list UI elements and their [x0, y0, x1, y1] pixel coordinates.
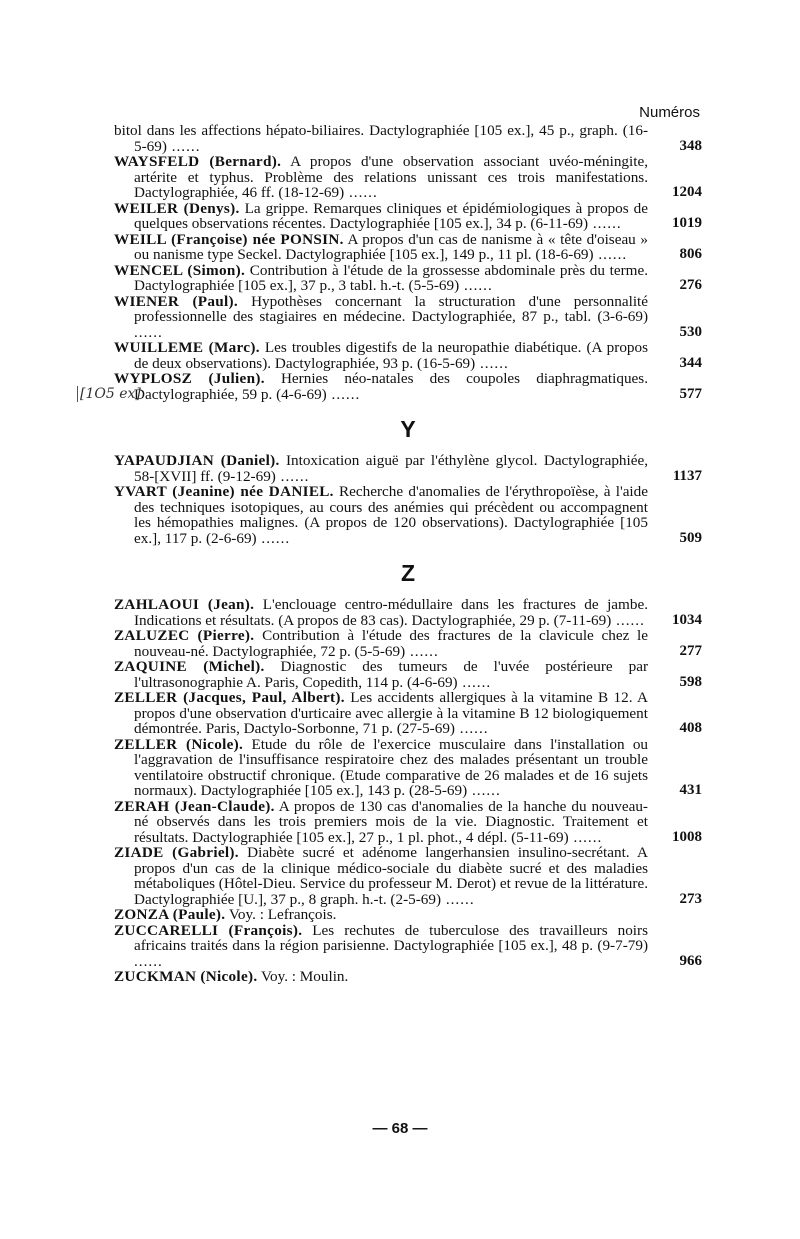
entry-description: bitol dans les affections hépato-biliaires. Dactylographiée [105 ex.], 45 p., graph. (16-5-69) — [114, 122, 648, 155]
section-letter: Z — [400, 560, 416, 586]
entry-number: 277 — [679, 642, 702, 659]
entry-description: A propos d'un cas de nanisme à « tête d'oiseau » ou nanisme type Seckel. Dactylographiée [105 ex.], 149 p., 11 pl. (18-6-69) — [134, 230, 648, 263]
leader-dots: ...... — [593, 246, 628, 263]
author-name: WAYSFELD (Bernard). — [114, 153, 282, 170]
entry-number: 1034 — [672, 611, 702, 628]
entry-number: 577 — [679, 385, 702, 402]
author-name: WIENER (Paul). — [114, 292, 238, 310]
leader-dots: ...... — [475, 354, 509, 372]
entry-description: Les accidents allergiques à la vitamine B 12. A propos d'une observation d'urticaire avec allergie à la vitamine B 12 biologiquement démontrée. Paris, Dactylo-Sorbonne, 71 p. (27-5-69) — [134, 689, 649, 737]
leader-dots: ...... — [454, 720, 489, 737]
entry-description: A propos de 130 cas d'anomalies de la hanche du nouveau-né observés dans les trois premiers mois de la vie. Diagnostic. Traitement et résultats. Dactylographiée [105 ex.], 27 p., 1 pl. phot., 4 dépl. (5-11-69) — [134, 797, 648, 846]
entry-description: Voy. : Moulin. — [260, 968, 349, 985]
leader-dots: ...... — [134, 323, 163, 341]
entry-number: 344 — [679, 354, 702, 371]
entry-number: 509 — [679, 529, 702, 546]
leader-dots: ...... — [611, 611, 645, 629]
leader-dots: ...... — [166, 137, 201, 155]
leader-dots: ...... — [275, 467, 310, 485]
entry-number: 806 — [679, 246, 702, 262]
index-entry — [114, 294, 702, 341]
entry-description: Voy. : Lefrançois. — [228, 906, 337, 923]
index-entry — [114, 371, 702, 402]
index-entry — [114, 263, 702, 294]
author-name: WYPLOSZ (Julien). — [114, 370, 265, 387]
leader-dots: ...... — [344, 184, 378, 201]
index-entry — [114, 340, 702, 371]
leader-dots: ...... — [405, 642, 439, 660]
entry-number: 273 — [679, 890, 702, 907]
index-entry — [114, 597, 702, 628]
entry-number: 348 — [679, 137, 702, 154]
author-name: WUILLEME (Marc). — [114, 339, 260, 356]
index-sections — [114, 123, 702, 985]
entry-description: Hypothèses concernant la structuration d'une personnalité professionnelle des stagiaires en médecine. Dactylographiée, 87 p., tabl. (3-6-69) — [134, 292, 649, 325]
index-entry — [114, 969, 702, 985]
author-name: ZAQUINE (Michel). — [114, 658, 265, 675]
leader-dots: ...... — [459, 277, 493, 294]
entry-description: Les troubles digestifs de la neuropathie diabétique. (A propos de deux observations). Dactylographiée, 93 p. (16-5-69) — [134, 339, 649, 372]
index-entry — [114, 737, 702, 799]
index-entry — [114, 453, 702, 484]
entry-description: Hernies néo-natales des coupoles diaphragmatiques. Dactylographiée, 59 p. (4-6-69) — [134, 370, 648, 403]
author-name: ZUCKMAN (Nicole). — [114, 968, 258, 985]
entry-description: Recherche d'anomalies de l'érythropoïèse, à l'aide des techniques isotopiques, au cours des anémies qui précèdent ou accompagnent les hémopathies malignes. (A propos de 120 observations). Dactylographiée [105 ex.], 117 p. (2-6-69) — [134, 483, 648, 547]
entry-number: 966 — [679, 952, 702, 969]
author-name: WENCEL (Simon). — [114, 261, 246, 279]
entry-description: Les rechutes de tuberculose des travailleurs noirs africains traités dans la région parisienne. Dactylographiée [105 ex.], 48 p. (9-7-79) — [134, 921, 648, 954]
column-heading: Numéros — [639, 104, 700, 121]
leader-dots: ...... — [467, 782, 501, 799]
author-name: ZONZA (Paule). — [114, 906, 226, 923]
index-entry — [114, 484, 702, 546]
entry-number: 598 — [679, 673, 702, 690]
author-name: ZIADE (Gabriel). — [114, 844, 239, 861]
author-name: WEILL (Françoise) née PONSIN. — [114, 230, 344, 248]
entry-description: Intoxication aiguë par l'éthylène glycol. Dactylographiée, 58-[XVII] ff. (9-12-69) — [134, 452, 649, 485]
leader-dots: ...... — [441, 890, 475, 908]
entry-number: 1137 — [672, 467, 702, 484]
entry-description: Diagnostic des tumeurs de l'uvée postérieure par l'ultrasonographie A. Paris, Copedith, 114 p. (4-6-69) — [134, 658, 649, 691]
author-name: WEILER (Denys). — [114, 199, 240, 217]
index-entry — [114, 154, 702, 201]
index-entry — [114, 845, 702, 907]
author-name: ZELLER (Nicole). — [114, 735, 244, 753]
entry-description: Diabète sucré et adénome langerhansien insulino-secrétant. A propos d'un cas de la clinique médico-sociale du diabète sucré et des maladies métaboliques (Hôtel-Dieu. Service du professeur M. Derot) et revue de la littérature. Dactylographiée [U.], 37 p., 8 graph. h.-t. (2-5-69) — [134, 844, 648, 908]
entry-number: 1019 — [672, 215, 702, 231]
leader-dots: ...... — [457, 673, 492, 691]
leader-dots: ...... — [588, 215, 622, 232]
index-entry — [114, 201, 702, 232]
index-entry — [114, 799, 702, 846]
entry-number: 1204 — [672, 184, 702, 200]
author-name: ZALUZEC (Pierre). — [114, 627, 255, 644]
entry-description: Contribution à l'étude des fractures de la clavicule chez le nouveau-né. Dactylographiée, 72 p. (5-5-69) — [134, 627, 648, 660]
entry-number: 276 — [679, 277, 702, 293]
handwritten-annotation: [1O5 ex] — [77, 386, 141, 402]
leader-dots: ...... — [326, 385, 361, 403]
index-entry — [114, 123, 702, 154]
leader-dots: ...... — [568, 828, 603, 846]
index-entry — [114, 628, 702, 659]
page-number: — 68 — — [372, 1120, 428, 1137]
entry-description: Contribution à l'étude de la grossesse abdominale près du terme. Dactylographiée [105 ex.], 37 p., 3 tabl. h.-t. (5-5-69) — [134, 261, 648, 294]
entry-number: 408 — [679, 720, 702, 736]
entry-number: 530 — [679, 323, 702, 340]
entry-number: 1008 — [672, 828, 702, 845]
entry-description: Etude du rôle de l'exercice musculaire dans l'installation ou l'aggravation de l'insuffisance respiratoire chez des malades présentant un trouble ventilatoire obstructif chronique. (Etude comparative de 26 malades et de 16 sujets normaux). Dactylographiée [105 ex.], 143 p. (28-5-69) — [134, 735, 649, 799]
entry-number: 431 — [679, 782, 702, 798]
author-name: ZERAH (Jean-Claude). — [114, 797, 275, 815]
index-entry — [114, 690, 702, 737]
index-entry — [114, 923, 702, 970]
author-name: ZELLER (Jacques, Paul, Albert). — [114, 689, 345, 706]
entry-description: La grippe. Remarques cliniques et épidémiologiques à propos de quelques observations récentes. Dactylographiée [105 ex.], 34 p. (6-11-69) — [134, 199, 648, 232]
entry-description: A propos d'une observation associant uvéo-méningite, artérite et typhus. Problème des relations unissant ces trois manifestations. Dactylographiée, 46 ff. (18-12-69) — [134, 153, 649, 201]
author-name: YAPAUDJIAN (Daniel). — [114, 452, 280, 469]
index-page — [114, 104, 702, 985]
index-entry — [114, 907, 702, 923]
author-name: YVART (Jeanine) née DANIEL. — [114, 483, 334, 500]
leader-dots: ...... — [134, 952, 163, 970]
index-entry — [114, 232, 702, 263]
index-entry — [114, 659, 702, 690]
section-letter: Y — [400, 416, 416, 442]
author-name: ZUCCARELLI (François). — [114, 921, 303, 939]
entry-description: L'enclouage centro-médullaire dans les fractures de jambe. Indications et résultats. (A propos de 83 cas). Dactylographiée, 29 p. (7-11-69) — [134, 596, 648, 629]
author-name: ZAHLAOUI (Jean). — [114, 596, 255, 613]
leader-dots: ...... — [256, 529, 291, 547]
